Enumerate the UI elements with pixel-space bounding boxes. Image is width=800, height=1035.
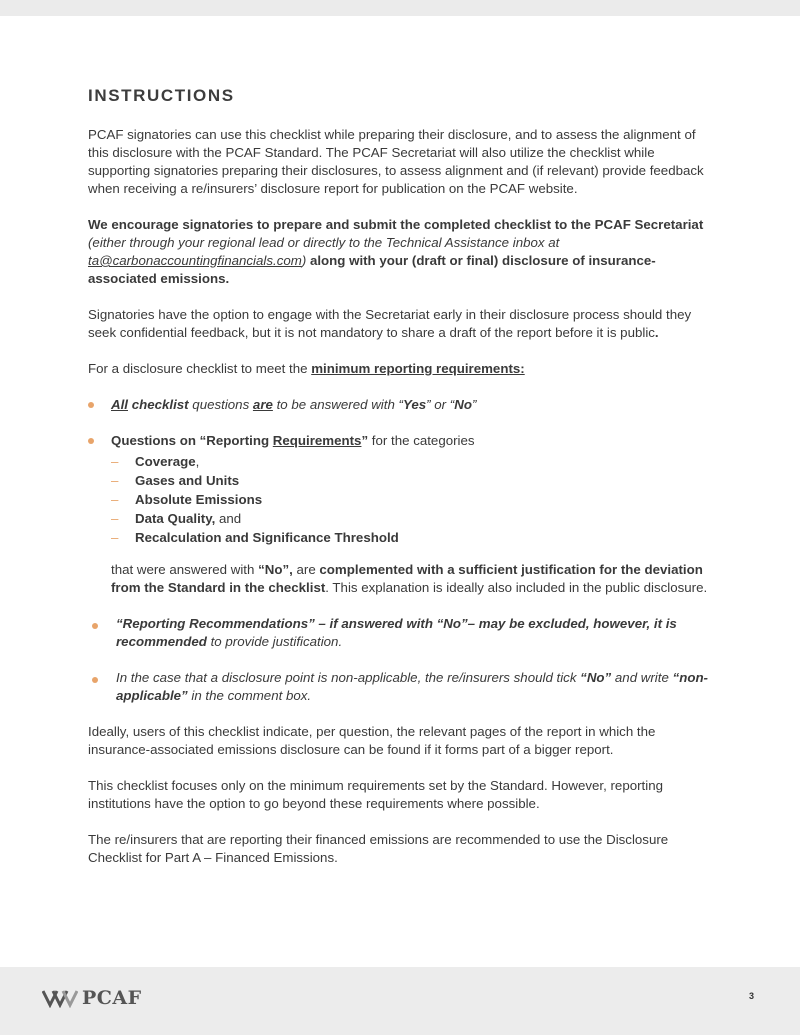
bullet-recommendations <box>88 615 718 651</box>
requirements-lead: For a disclosure checklist to meet the <box>88 361 312 376</box>
category-item <box>111 509 718 528</box>
category-label: Absolute Emissions <box>135 492 263 507</box>
submission-paragraph <box>88 216 718 288</box>
pcaf-logo <box>42 987 142 1009</box>
engagement-text: Signatories have the option to engage with the Secretariat early in their disclosure process should they seek confidential feedback, but it is not mandatory to share a draft of the report before it is public <box>88 307 692 340</box>
bullet-dot <box>92 623 98 629</box>
bullet4-na: “non-applicable” <box>116 670 708 703</box>
bullet4-no: “No” <box>580 670 612 685</box>
bullet-dot <box>88 402 94 408</box>
category-item <box>111 471 718 490</box>
bullet1-checklist: checklist <box>128 397 189 412</box>
category-suffix: , <box>195 454 200 469</box>
bullet4-c: in the comment box. <box>187 688 312 703</box>
engagement-end: . <box>654 325 659 340</box>
bullet1-no: No <box>454 397 472 412</box>
after-d: . This explanation is ideally also included in the public disclosure. <box>325 580 708 595</box>
category-label: Gases and Units <box>135 473 240 488</box>
pages-paragraph: Ideally, users of this checklist indicate, per question, the relevant pages of the report in which the insurance-associated emissions disclosure can be found if it forms part of a bigger report. <box>88 724 656 757</box>
bullet3-tail: to provide justification. <box>206 634 343 649</box>
bullet1-questions: questions <box>188 397 253 412</box>
page-footer <box>0 967 800 1035</box>
bullet-dot <box>92 677 98 683</box>
financed-emissions-paragraph: The re/insurers that are reporting their financed emissions are recommended to use the Disclosure Checklist for Part A – Financed Emissions. <box>88 832 669 865</box>
dash-mark: – <box>111 454 119 469</box>
bullet4-b: and write <box>611 670 673 685</box>
bullet4-a: In the case that a disclosure point is non-applicable, the re/insurers should tick <box>116 670 581 685</box>
page-number: 3 <box>749 991 755 1001</box>
dash-mark: – <box>111 511 119 526</box>
category-item <box>111 528 718 547</box>
bullet1-are: are <box>252 397 273 412</box>
engagement-paragraph <box>88 306 718 342</box>
pcaf-chevron-logo-icon <box>42 988 78 1008</box>
after-c: complemented with a sufficient justification for the deviation from the Standard in the checklist <box>111 562 703 595</box>
after-b: are <box>292 562 320 577</box>
page-content <box>88 86 718 885</box>
logo-text: PCAF <box>82 987 142 1009</box>
bullet-all-questions <box>88 396 718 414</box>
bullet1-yes: Yes <box>402 397 427 412</box>
category-list <box>111 452 718 547</box>
dash-mark: – <box>111 530 119 545</box>
category-label: Coverage <box>135 454 196 469</box>
justification-paragraph <box>88 561 718 597</box>
bullet1-to-be: to be answered with “ <box>272 397 403 412</box>
bullet2-lead: Questions on “Reporting <box>111 433 273 448</box>
bullet2-close: ” <box>361 433 369 448</box>
submission-bold-tail: along with your (draft or final) disclosure of insurance-associated emissions. <box>88 253 656 286</box>
bullet1-close: ” <box>471 397 477 412</box>
requirements-intro <box>88 360 718 378</box>
bullet1-or: ” or “ <box>426 397 455 412</box>
category-suffix: and <box>215 511 242 526</box>
dash-mark: – <box>111 473 119 488</box>
intro-paragraph: PCAF signatories can use this checklist while preparing their disclosure, and to assess the alignment of this disclosure with the PCAF Standard. The PCAF Secretariat will also utilize the checklist while supporting signatories preparing their disclosures, to assess alignment and (if relevant) provide feedback when receiving a re/insurers’ disclosure report for publication on the PCAF website. <box>88 127 704 196</box>
minimum-requirements-link: minimum reporting requirements: <box>311 361 525 376</box>
bullet3-bold: “Reporting Recommendations” – if answered with “No”– may be excluded, however, it is recommended <box>116 616 677 649</box>
category-item <box>111 452 718 471</box>
category-label: Recalculation and Significance Threshold <box>135 530 399 545</box>
bullet-non-applicable <box>88 669 718 705</box>
bullet1-all: All <box>111 397 128 412</box>
bullet2-tail: for the categories <box>368 433 475 448</box>
dash-mark: – <box>111 492 119 507</box>
submission-bold: We encourage signatories to prepare and submit the completed checklist to the PCAF Secretariat <box>88 217 704 232</box>
email-link[interactable]: ta@carbonaccountingfinancials.com <box>88 253 302 268</box>
bullet-reporting-requirements <box>88 432 718 547</box>
scope-paragraph: This checklist focuses only on the minimum requirements set by the Standard. However, reporting institutions have the option to go beyond these requirements where possible. <box>88 778 663 811</box>
bullet-dot <box>88 438 94 444</box>
page-title: INSTRUCTIONS <box>88 86 235 105</box>
category-item <box>111 490 718 509</box>
submission-italic-close: ) <box>301 253 307 268</box>
category-label: Data Quality, <box>135 511 216 526</box>
submission-italic: (either through your regional lead or directly to the Technical Assistance inbox at <box>88 235 560 250</box>
after-no: “No”, <box>258 562 293 577</box>
after-a: that were answered with <box>111 562 259 577</box>
bullet2-requirements: Requirements <box>272 433 362 448</box>
top-band <box>0 0 800 16</box>
